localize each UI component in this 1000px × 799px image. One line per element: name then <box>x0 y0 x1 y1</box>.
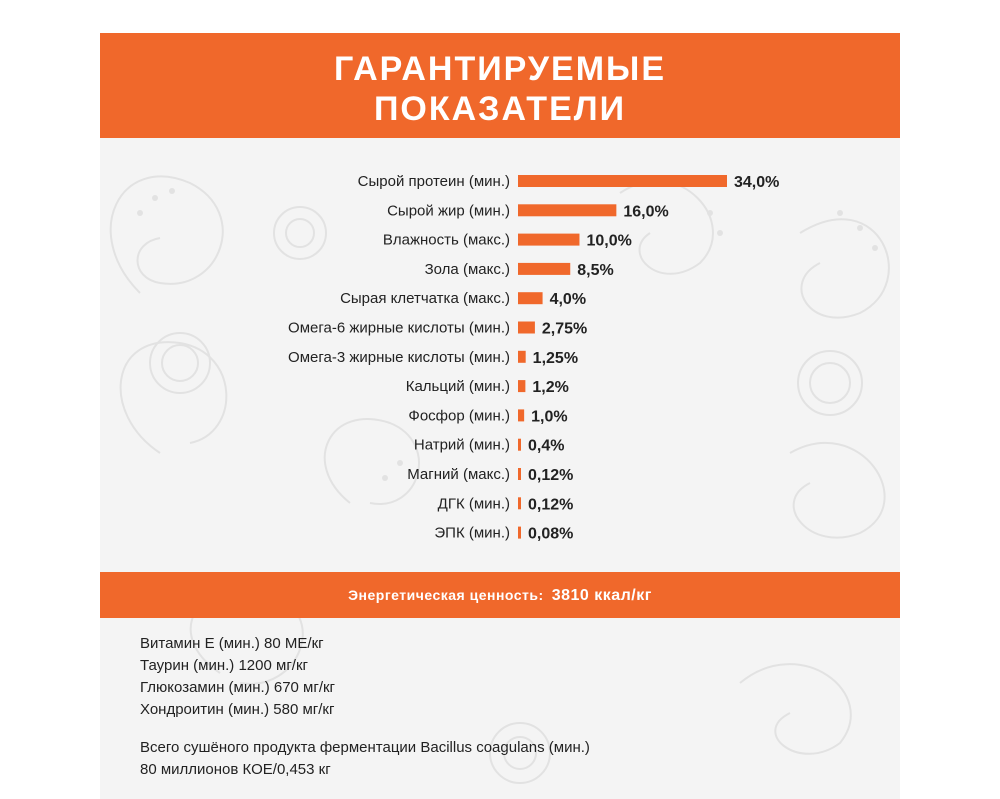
bar <box>518 380 525 392</box>
category-label: Зола (макс.) <box>424 260 510 278</box>
category-label: ДГК (мин.) <box>437 495 510 513</box>
bar <box>518 263 570 275</box>
value-label: 34,0% <box>734 174 780 191</box>
energy-label: Энергетическая ценность: <box>348 587 544 603</box>
bar <box>518 527 521 539</box>
additional-nutrients <box>140 633 840 781</box>
bar <box>518 497 521 509</box>
value-label: 2,75% <box>541 320 588 338</box>
extra-chondroitin: Хондроитин (мин.) 580 мг/кг <box>140 701 335 718</box>
bar <box>518 204 616 216</box>
category-label: Омега-6 жирные кислоты (мин.) <box>288 319 510 337</box>
bar <box>518 439 521 451</box>
extra-bacillus-line1: Всего сушёного продукта ферментации Bacillus coagulans (мин.) <box>140 739 590 756</box>
value-label: 0,4% <box>528 437 565 455</box>
extra-vitamin-e: Витамин Е (мин.) 80 МЕ/кг <box>140 635 324 652</box>
spacer <box>140 721 840 737</box>
category-label: Кальций (мин.) <box>405 378 510 396</box>
value-label: 1,0% <box>531 408 568 426</box>
extra-bacillus-line2: 80 миллионов КОЕ/0,453 кг <box>140 761 331 778</box>
info-panel <box>100 33 900 799</box>
category-label: Натрий (мин.) <box>413 436 510 454</box>
bar <box>518 175 727 187</box>
title-line-2: ПОКАЗАТЕЛИ <box>373 90 627 128</box>
value-label: 4,0% <box>549 291 587 309</box>
category-label: Сырой жир (мин.) <box>387 202 510 220</box>
category-label: Фосфор (мин.) <box>408 407 510 425</box>
bar <box>518 322 535 334</box>
category-label: Сырая клетчатка (макс.) <box>340 290 510 308</box>
category-label: Омега-3 жирные кислоты (мин.) <box>288 348 510 366</box>
bar <box>518 351 526 363</box>
value-label: 1,25% <box>532 349 579 367</box>
title-line-1: ГАРАНТИРУЕМЫЕ <box>333 50 667 88</box>
bar <box>518 468 521 480</box>
energy-banner <box>100 572 900 618</box>
energy-value: 3810 ккал/кг <box>551 587 652 604</box>
category-label: Магний (макс.) <box>407 466 510 483</box>
extra-glucosamine: Глюкозамин (мин.) 670 мг/кг <box>140 679 336 696</box>
title-banner <box>100 33 900 138</box>
value-label: 0,12% <box>528 467 574 484</box>
value-label: 16,0% <box>623 203 669 221</box>
bar <box>518 409 524 421</box>
extra-taurine: Таурин (мин.) 1200 мг/кг <box>140 657 308 674</box>
bar <box>518 234 579 246</box>
category-label: ЭПК (мин.) <box>434 524 510 542</box>
category-label: Влажность (макс.) <box>382 231 510 249</box>
nutrient-bar-chart <box>100 138 900 568</box>
category-label: Сырой протеин (мин.) <box>357 173 510 190</box>
value-label: 0,08% <box>528 525 574 543</box>
value-label: 1,2% <box>532 379 569 397</box>
value-label: 0,12% <box>528 496 574 514</box>
value-label: 10,0% <box>586 232 632 250</box>
value-label: 8,5% <box>577 261 614 279</box>
bar <box>518 292 543 304</box>
